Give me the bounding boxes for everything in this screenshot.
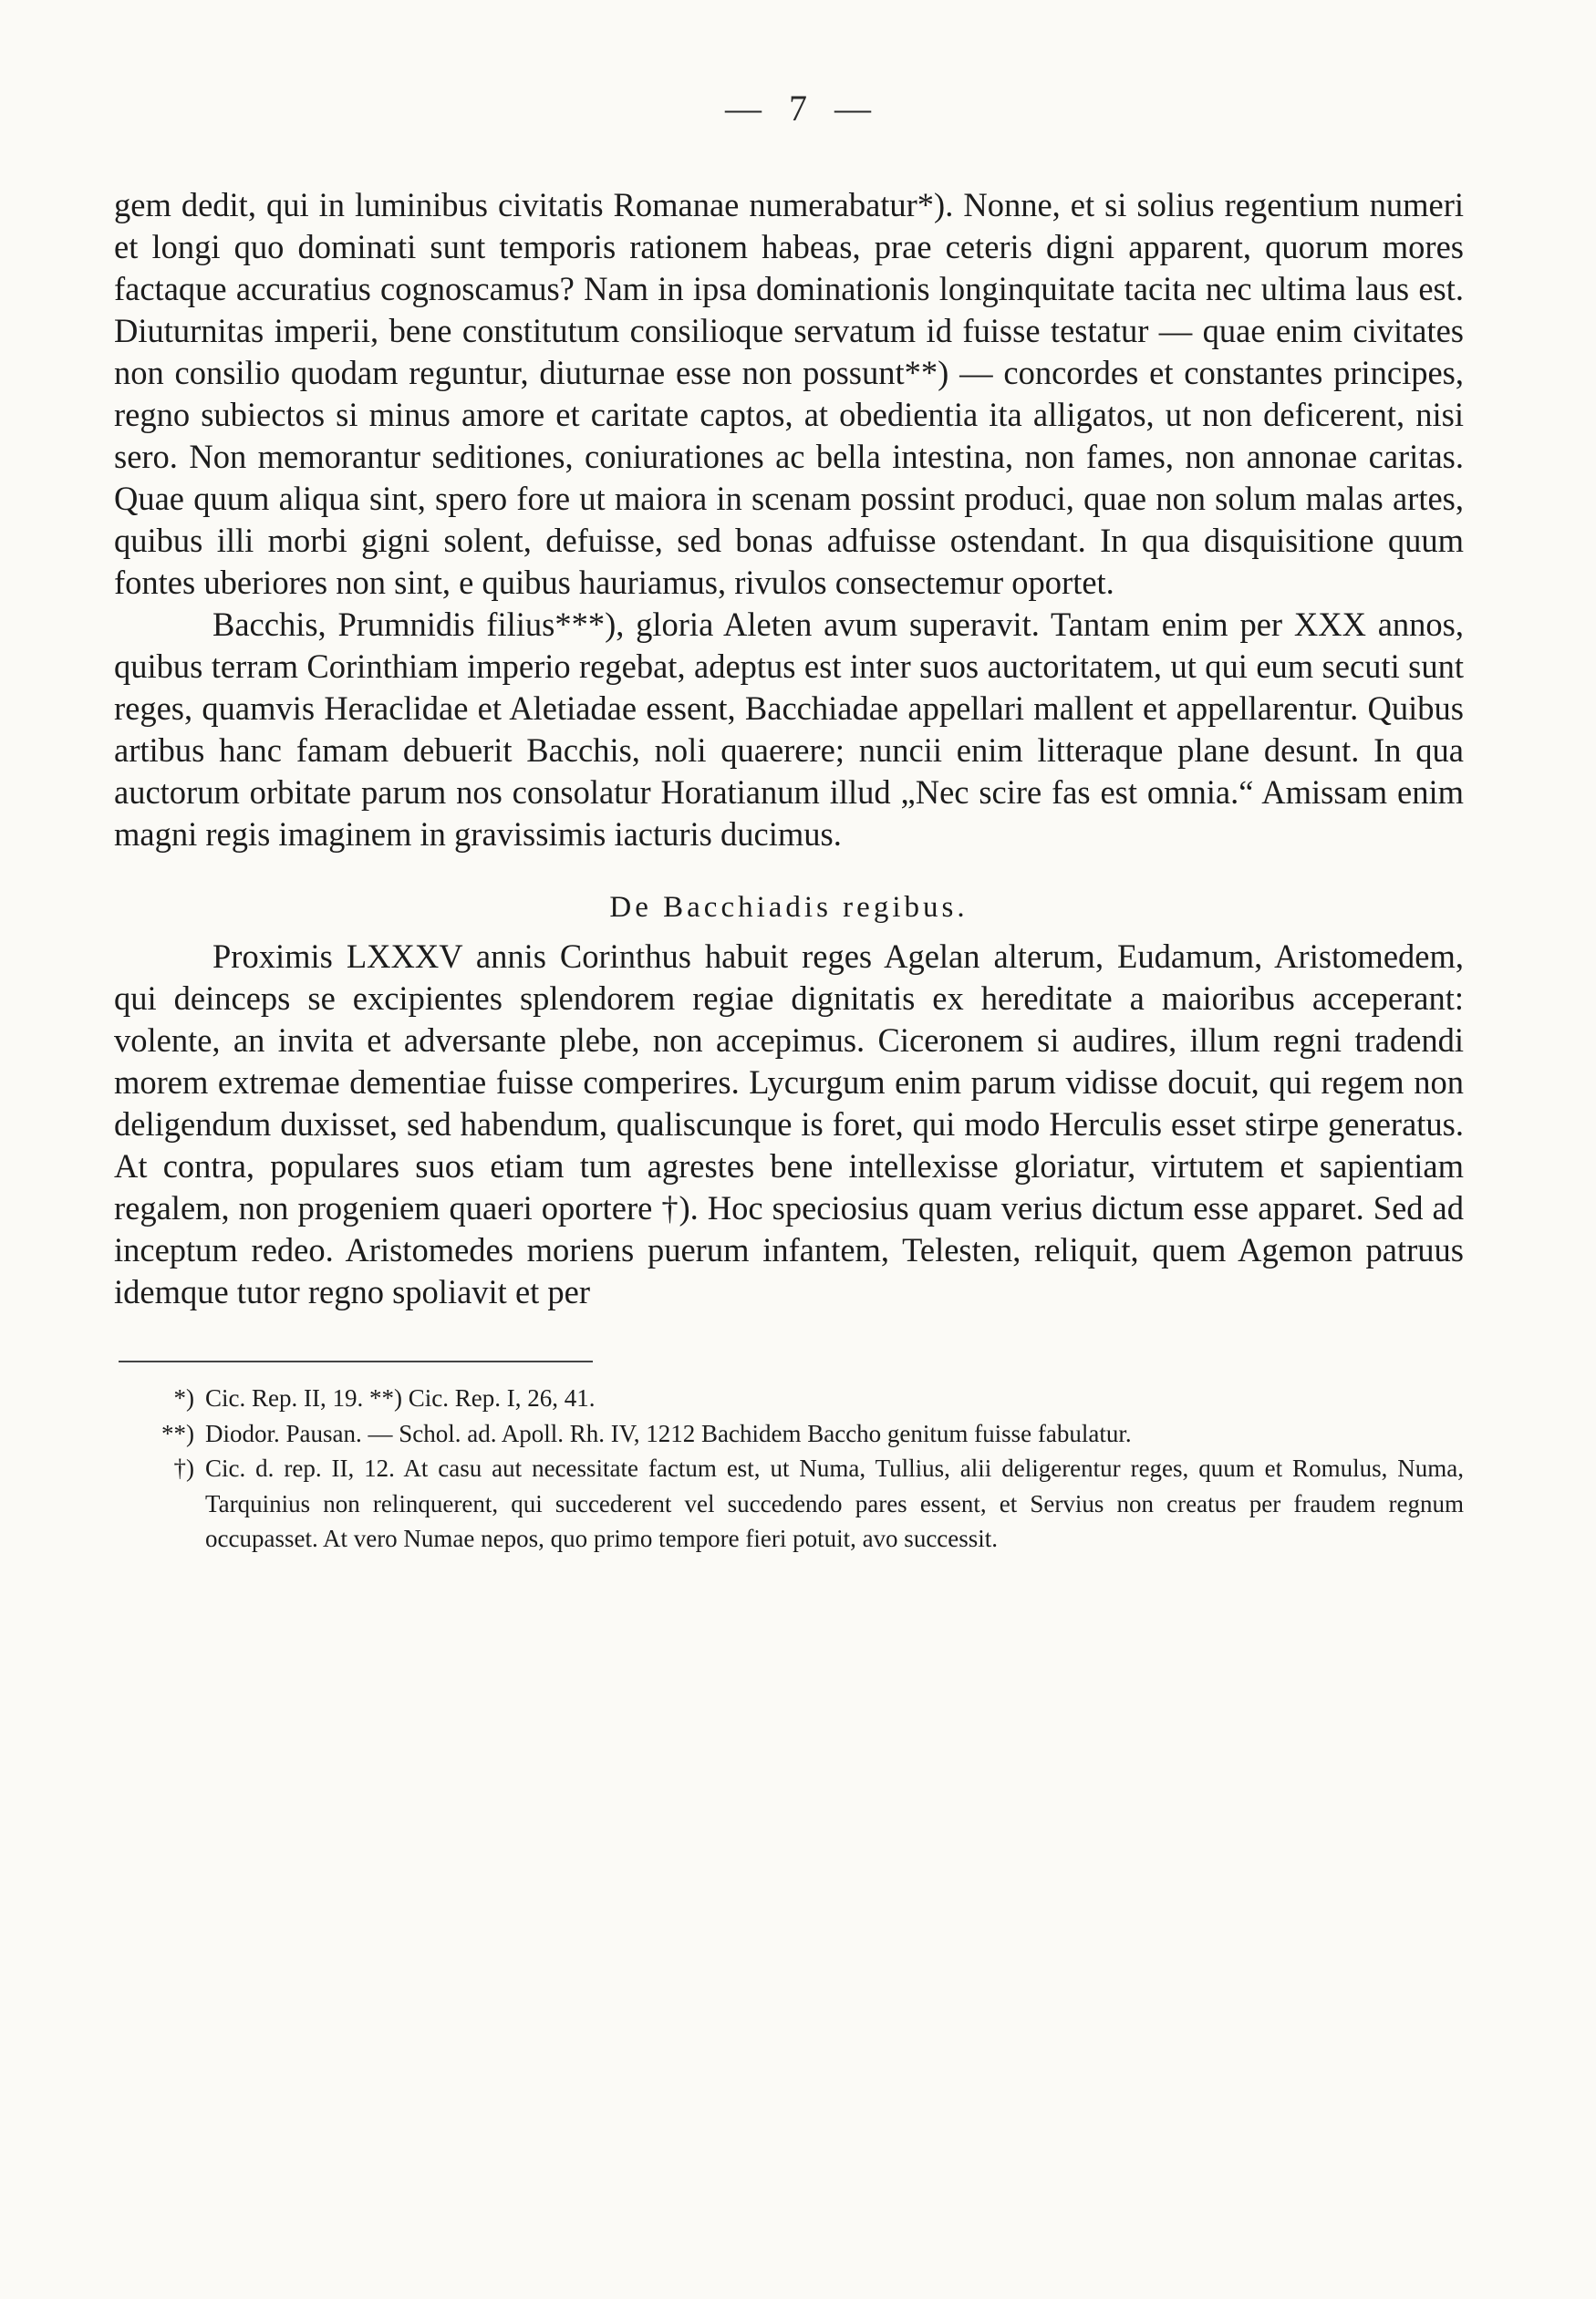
main-text bbox=[114, 184, 1464, 1313]
section-heading: De Bacchiadis regibus. bbox=[609, 891, 969, 924]
footnote-text: Cic. Rep. II, 19. **) Cic. Rep. I, 26, 41. bbox=[205, 1384, 596, 1412]
paragraph-bacchis: Bacchis, Prumnidis filius***), gloria Aleten avum superavit. Tantam enim per XXX annos, quibus terram Corinthiam imperio regebat, adeptus est inter suos auctoritatem, ut qui eum secuti sunt reges, quamvis Heraclidae et Aletiadae essent, Bacchiadae appellari mallent et appellarentur. Quibus artibus hanc famam debuerit Bacchis, noli quaerere; nuncii enim litteraque plane desunt. In qua auctorum orbitate parum nos consolatur Horatianum illud „Nec scire fas est omnia.“ Amissam enim magni regis imaginem in gravissimis iacturis ducimus. bbox=[114, 606, 1464, 853]
paragraph-bacchiadae: Proximis LXXXV annis Corinthus habuit reges Agelan alterum, Eudamum, Aristomedem, qui deinceps se excipientes splendorem regiae dignitatis ex hereditate a maioribus acceperant: volente, an invita et adversante plebe, non accepimus. Ciceronem si audires, illum regni tradendi morem extremae dementiae fuisse comperires. Lycurgum enim parum vidisse docuit, qui regem non deligendum duxisset, sed habendum, qualiscunque is foret, qui modo Herculis esset stirpe generatus. At contra, populares suos etiam tum agrestes bene intellexisse gloriatur, virtutem et sapientiam regalem, non progeniem quaeri oportere †). Hoc speciosius quam verius dictum esse apparet. Sed ad inceptum redeo. Aristomedes moriens puerum infantem, Telesten, reliquit, quem Agemon patruus idemque tutor regno spoliavit et per bbox=[114, 937, 1464, 1310]
footnotes bbox=[114, 1381, 1464, 1557]
footnote bbox=[114, 1381, 1464, 1416]
footnote-mark: **) bbox=[161, 1419, 194, 1447]
footnote bbox=[114, 1451, 1464, 1557]
paragraph-intro: gem dedit, qui in luminibus civitatis Romanae numerabatur*). Nonne, et si solius regentium numeri et longi quo dominati sunt temporis rationem habeas, prae ceteris digni apparent, quorum mores factaque accuratius cognoscamus? Nam in ipsa dominationis longinquitate tacita nec ultima laus est. Diuturnitas imperii, bene constitutum consilioque servatum id fuisse testatur — quae enim civitates non consilio quodam reguntur, diuturnae esse non possunt**) — concordes et constantes principes, regno subiectos si minus amore et caritate captos, at obedientia ita alligatos, ut non deficerent, nisi sero. Non memorantur seditiones, coniurationes ac bella intestina, non fames, non annonae caritas. Quae quum aliqua sint, spero fore ut maiora in scenam possint produci, quae non solum malas artes, quibus illi morbi gigni solent, defuisse, sed bonas adfuisse ostendant. In qua disquisitione quum fontes uberiores non sint, e quibus hauriamus, rivulos consectemur oportet. bbox=[114, 186, 1464, 601]
page-number: — 7 — bbox=[725, 88, 880, 129]
footnote-mark: †) bbox=[173, 1455, 194, 1482]
footnote-separator bbox=[119, 1361, 593, 1362]
footnote-text: Cic. d. rep. II, 12. At casu aut necessitate factum est, ut Numa, Tullius, alii deligerentur reges, quum et Romulus, Numa, Tarquinius non relinquerent, qui succederent vel succedendo pares essent, et Servius non creatus per fraudem regnum occupasset. At vero Numae nepos, quo primo tempore fieri potuit, avo successit. bbox=[205, 1455, 1464, 1552]
footnote-text: Diodor. Pausan. — Schol. ad. Apoll. Rh. IV, 1212 Bachidem Baccho genitum fuisse fabulatur. bbox=[205, 1419, 1132, 1447]
footnote-mark: *) bbox=[173, 1384, 194, 1412]
footnote bbox=[114, 1416, 1464, 1452]
document-page bbox=[114, 87, 1464, 1557]
